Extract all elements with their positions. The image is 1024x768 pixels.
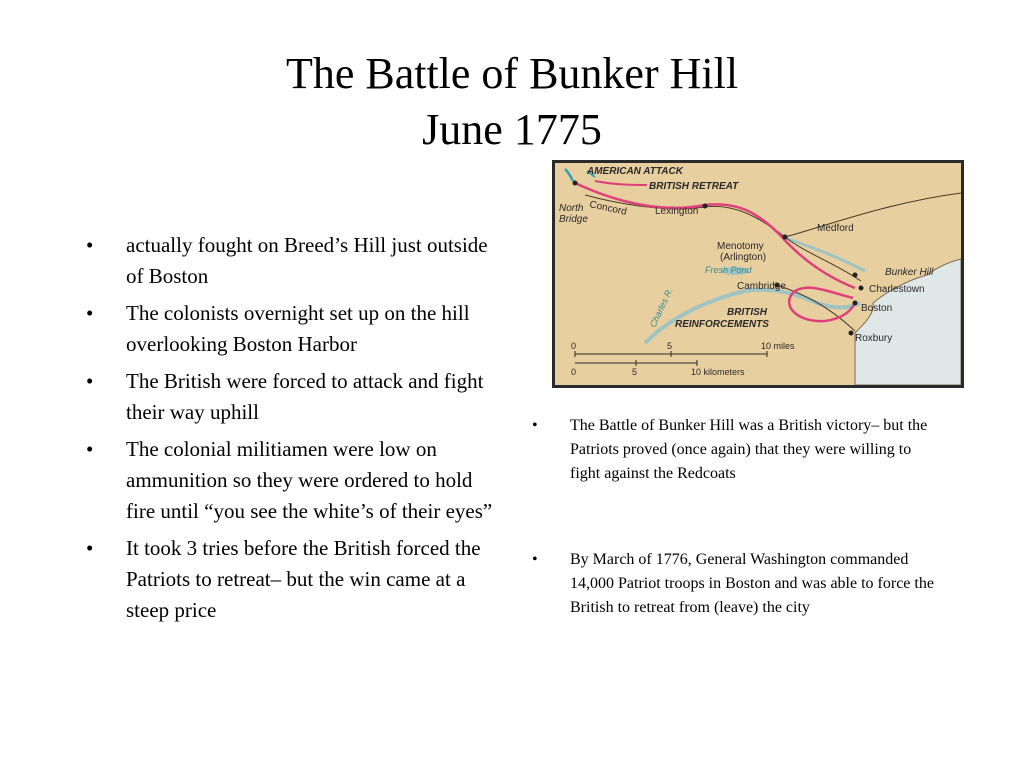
left-bullet-list <box>80 230 500 632</box>
town-dot <box>853 301 858 306</box>
list-item <box>80 230 500 292</box>
town-dot <box>859 286 864 291</box>
scale-km-label: 0 <box>571 367 577 377</box>
bullet-text: The colonial militiamen were low on ammunition so they were ordered to hold fire until “you see the white’s of their eyes” <box>126 437 493 523</box>
british-retreat-arrow <box>595 181 647 185</box>
list-item <box>80 298 500 360</box>
legend-british-label: BRITISH RETREAT <box>649 181 739 192</box>
title-line-1: The Battle of Bunker Hill <box>285 49 739 98</box>
menotomy-label: (Arlington) <box>720 252 767 263</box>
mystic-river <box>785 238 865 271</box>
bullet-text: It took 3 tries before the British forced the Patriots to retreat– but the win came at a steep price <box>126 536 481 622</box>
north-bridge-label: North <box>559 203 584 214</box>
concord-label: Concord <box>588 199 628 218</box>
bullet-text: The colonists overnight set up on the hill overlooking Boston Harbor <box>126 301 470 356</box>
scale-bar <box>575 351 767 366</box>
scale-km-label: 5 <box>632 367 638 377</box>
bullet-text: The Battle of Bunker Hill was a British victory– but the Patriots proved (once again) that they were willing to fight against the Redcoats <box>570 417 928 482</box>
scale-miles-label: 5 <box>667 341 673 351</box>
roxbury-label: Roxbury <box>855 333 893 344</box>
title-line-2: June 1775 <box>422 105 602 154</box>
scale-miles-label: 0 <box>571 341 577 351</box>
bunker-hill-label: Bunker Hill <box>885 267 934 278</box>
bullet-icon: • <box>86 233 94 257</box>
list-item <box>80 366 500 428</box>
town-dot <box>783 235 788 240</box>
slide-title <box>0 46 1024 158</box>
legend-american-label: AMERICAN ATTACK <box>587 166 683 177</box>
bullet-icon: • <box>86 369 94 393</box>
town-dot <box>573 181 578 186</box>
bullet-icon: • <box>532 551 538 568</box>
bullet-text: actually fought on Breed’s Hill just outside of Boston <box>126 233 488 288</box>
battle-map <box>552 160 964 388</box>
map-svg <box>555 163 961 385</box>
charles-river-label: Charles R. <box>647 286 675 329</box>
town-dot <box>849 331 854 336</box>
list-item <box>80 533 500 626</box>
list-item <box>530 548 940 620</box>
fresh-pond-label: Fresh Pond <box>705 265 752 275</box>
reinforcements-label: BRITISH <box>727 307 767 318</box>
list-item <box>530 414 940 486</box>
boston-label: Boston <box>861 303 893 314</box>
bullet-text: By March of 1776, General Washington commanded 14,000 Patriot troops in Boston and was able to force the British to retreat from (leave) the city <box>570 551 934 616</box>
menotomy-label: Menotomy <box>717 241 764 252</box>
north-bridge-label: Bridge <box>559 214 588 225</box>
cambridge-label: Cambridge <box>737 281 786 292</box>
town-dot <box>853 273 858 278</box>
road-line <box>785 193 961 237</box>
bullet-icon: • <box>532 417 538 434</box>
bullet-icon: • <box>86 301 94 325</box>
bullet-icon: • <box>86 536 94 560</box>
right-bullet-list <box>530 414 940 620</box>
charlestown-label: Charlestown <box>869 284 925 295</box>
medford-label: Medford <box>817 223 854 234</box>
list-item <box>80 434 500 527</box>
american-attack-route <box>565 169 573 181</box>
lexington-label: Lexington <box>655 206 699 217</box>
scale-km-label: 10 kilometers <box>691 367 745 377</box>
bullet-text: The British were forced to attack and fight their way uphill <box>126 369 484 424</box>
scale-miles-label: 10 miles <box>761 341 795 351</box>
bullet-icon: • <box>86 437 94 461</box>
town-dot <box>703 204 708 209</box>
reinforcements-label: REINFORCEMENTS <box>675 319 769 330</box>
